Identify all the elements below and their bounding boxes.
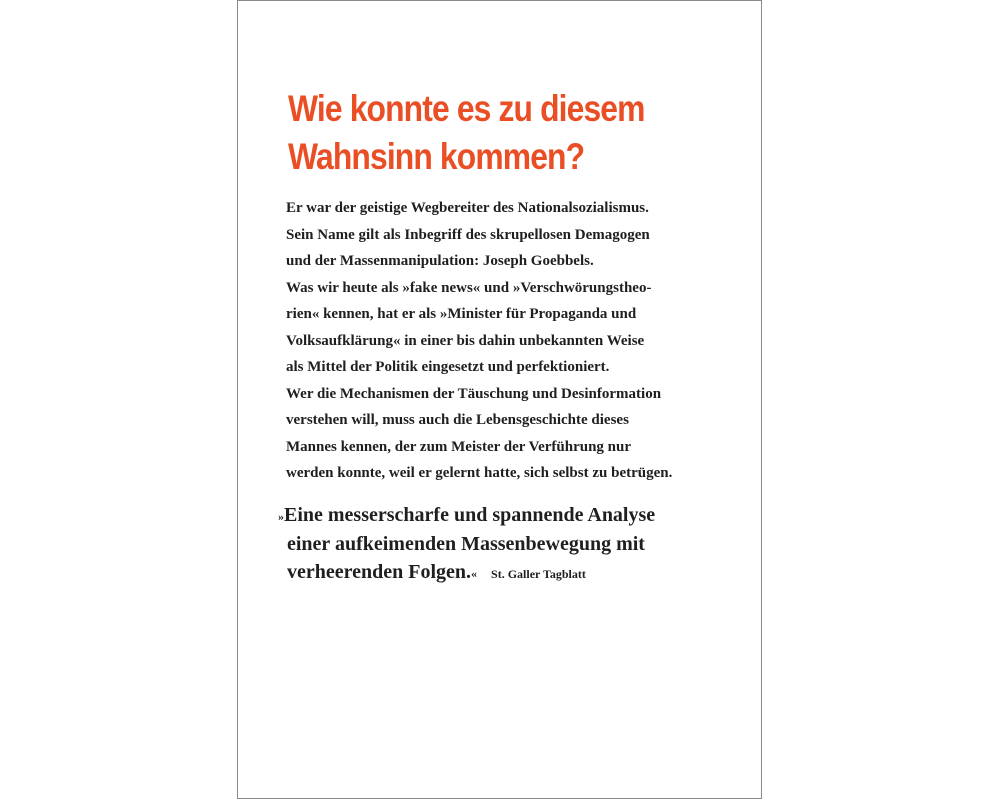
headline-line-1: Wie konnte es zu diesem [288, 88, 645, 129]
quote-text: verheerenden Folgen. [287, 561, 472, 584]
blurb-line: rien« kennen, hat er als »Minister für Propaganda und [286, 306, 637, 322]
blurb-line: als Mittel der Politik eingesetzt und perfektioniert. [286, 359, 610, 375]
blurb-line: Er war der geistige Wegbereiter des Nationalsozialismus. [286, 200, 649, 216]
blurb-line: verstehen will, muss auch die Lebensgeschichte dieses [286, 412, 629, 428]
blurb-line: Was wir heute als »fake news« und »Verschwörungstheo- [286, 279, 652, 296]
quote-source: St. Galler Tagblatt [491, 567, 586, 582]
quote-line-2 [278, 530, 728, 558]
blurb-text [286, 195, 726, 487]
blurb-line: Volksaufklärung« in einer bis dahin unbekannten Weise [286, 332, 645, 349]
quote-close-mark: « [471, 566, 478, 581]
headline-line-2: Wahnsinn kommen? [288, 136, 585, 177]
blurb-line: Wer die Mechanismen der Täuschung und Desinformation [286, 385, 662, 402]
headline [288, 85, 684, 181]
blurb-line: Mannes kennen, der zum Meister der Verführung nur [286, 438, 632, 455]
book-back-cover [237, 0, 762, 799]
quote-text: einer aufkeimenden Massenbewegung mit [287, 533, 645, 556]
blurb-line: und der Massenmanipulation: Joseph Goebbels. [286, 253, 594, 269]
quote-line-3 [278, 558, 728, 588]
press-quote [278, 501, 728, 588]
blurb-line: Sein Name gilt als Inbegriff des skrupellosen Demagogen [286, 226, 650, 243]
quote-open-mark: » [278, 509, 284, 524]
quote-text: Eine messerscharfe und spannende Analyse [284, 504, 656, 526]
quote-line-1 [278, 501, 728, 530]
blurb-line: werden konnte, weil er gelernt hatte, sich selbst zu betrügen. [286, 465, 673, 481]
